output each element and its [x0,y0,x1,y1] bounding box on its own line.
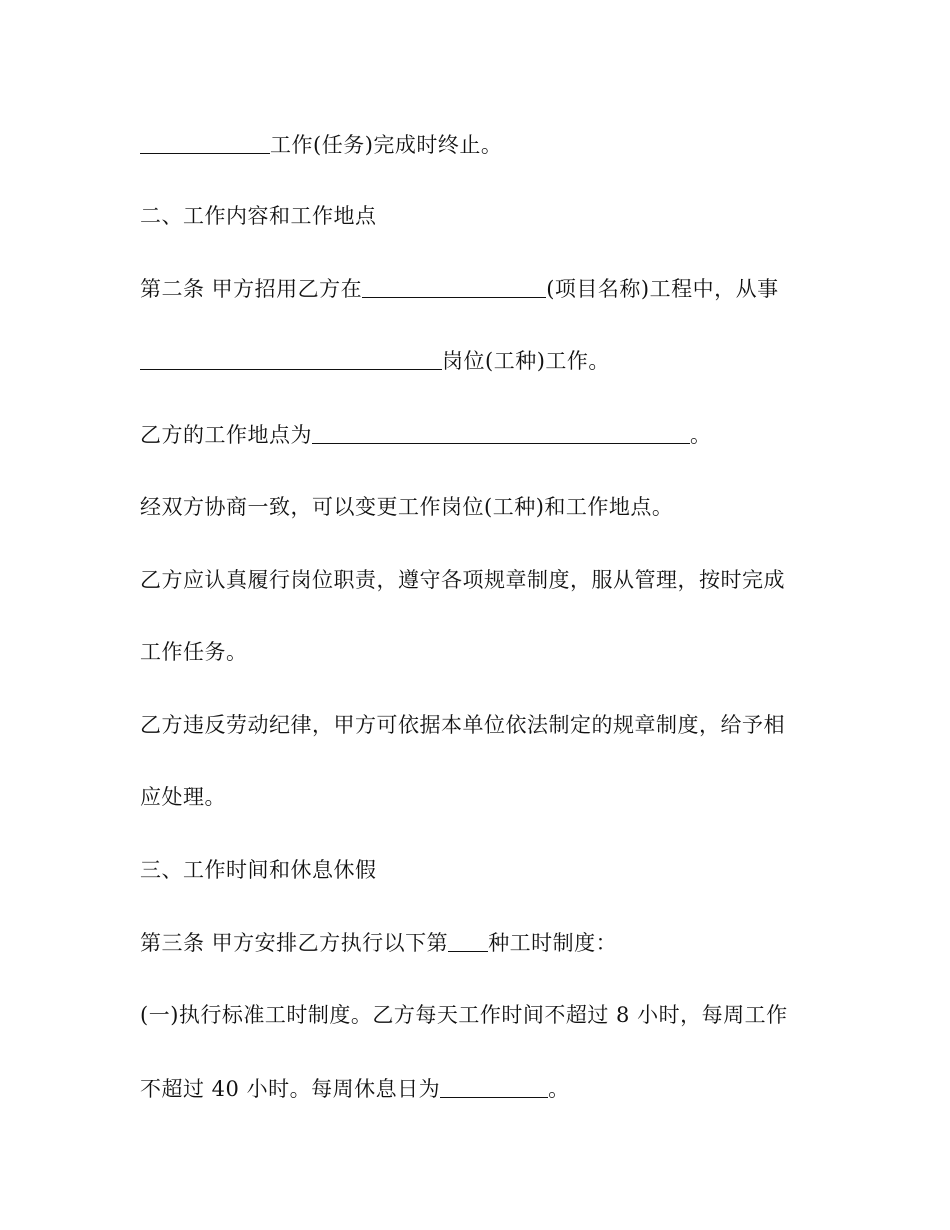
line-text: 岗位(工种)工作。 [442,349,610,373]
line-text: (项目名称)工程中，从事 [546,277,779,301]
work-location-line [140,421,820,449]
line-text: 乙方应认真履行岗位职责，遵守各项规章制度，服从管理，按时完成 [140,568,785,592]
blank-field[interactable] [140,133,270,154]
paragraph-line [140,566,820,594]
line-text: 工作任务。 [140,640,248,664]
heading-text: 三、工作时间和休息休假 [140,858,377,882]
article-3-line [140,929,820,957]
line-text: (一)执行标准工时制度。乙方每天工作时间不超过 8 小时，每周工作 [140,1003,788,1027]
line-text: 。 [548,1077,570,1101]
line-text: 乙方违反劳动纪律，甲方可依据本单位依法制定的规章制度，给予相 [140,713,785,737]
work-location-blank[interactable] [312,423,690,444]
line-text: 工作(任务)完成时终止。 [270,133,503,157]
line-text: 应处理。 [140,785,226,809]
line-text: 乙方的工作地点为 [140,423,312,447]
position-blank[interactable] [140,349,442,370]
section-heading-2 [140,202,820,230]
project-name-blank[interactable] [362,277,546,298]
section-heading-3 [140,856,820,884]
line-text: 第三条 甲方安排乙方执行以下第 [140,931,449,955]
article-2-line-2 [140,347,820,375]
paragraph-line [140,638,820,666]
line-text: 第二条 甲方招用乙方在 [140,277,363,301]
line-text: 经双方协商一致，可以变更工作岗位(工种)和工作地点。 [140,495,674,519]
line-text: 种工时制度： [488,931,618,955]
paragraph-line [140,493,820,521]
paragraph-line [140,1001,820,1029]
rest-day-line [140,1075,820,1103]
heading-text: 二、工作内容和工作地点 [140,204,377,228]
line-text: 不超过 40 小时。每周休息日为 [140,1077,441,1101]
article-2-line-1 [140,275,820,303]
work-system-number-blank[interactable] [448,931,488,952]
rest-day-blank[interactable] [440,1077,548,1098]
paragraph-line [140,711,820,739]
paragraph-line [140,783,820,811]
line-text: 。 [690,423,712,447]
term-end-line [140,131,820,159]
